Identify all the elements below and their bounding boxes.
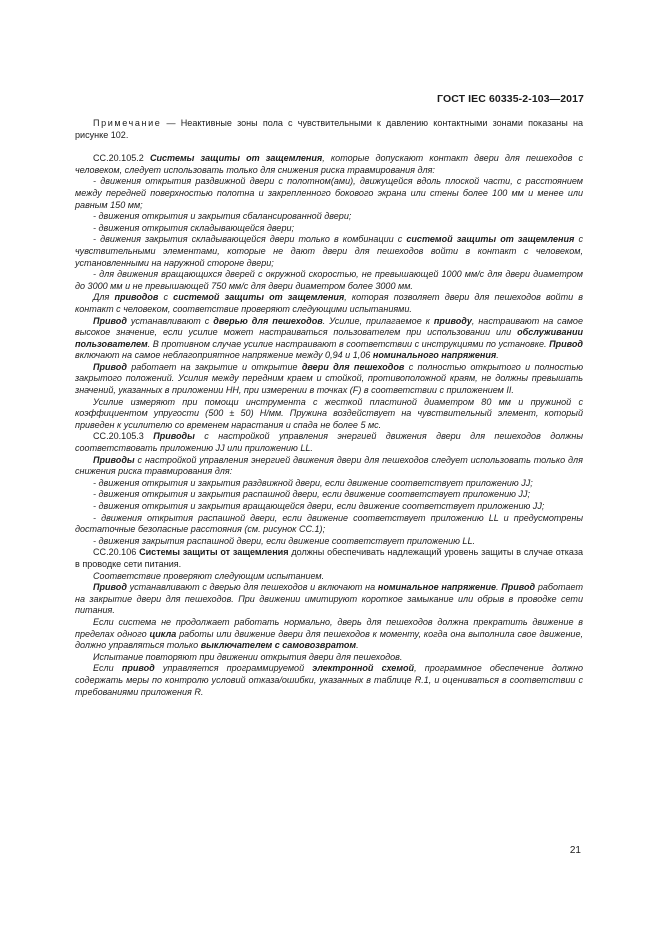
- text-run: CC.20.105.3: [93, 431, 154, 442]
- text-run: Испытание повторяют при движении открытия двери для пешеходов.: [93, 651, 403, 662]
- text-run: — Неактивные зоны пола с чувствительными к давлению контактными зонами показаны на рисунке 102.: [75, 118, 583, 140]
- bold-term: Привод: [549, 338, 583, 349]
- paragraph: [75, 652, 583, 664]
- text-run: .: [356, 640, 359, 651]
- text-run: с: [158, 292, 174, 303]
- clause-cc-20-105-3: [75, 431, 583, 454]
- bold-term: электронной схемой: [312, 663, 415, 674]
- list-item: [75, 176, 583, 211]
- bold-term: приводов: [114, 292, 159, 303]
- text-run: - движения открытия и закрытия распашной двери, если движение соответствует приложению JJ;: [93, 489, 530, 500]
- list-item: [75, 489, 583, 501]
- text-run: - движения открытия и закрытия сбалансированной двери;: [93, 211, 352, 222]
- text-run: Усилие измеряют при помощи инструмента с жесткой пластиной диаметром 80 мм и пружиной с коэффициентом упругости (500 ± 50) Н/мм. Пружина воздействует на чувствительный элемент, который приведен к усилителю со временем нарастания и спада не более 5 мс.: [75, 396, 583, 430]
- list-item: [75, 536, 583, 548]
- text-run: .: [496, 350, 499, 361]
- text-run: управляется программируемой: [154, 663, 313, 674]
- bold-term: Привод: [501, 582, 536, 593]
- clause-cc-20-105-2: [75, 153, 583, 176]
- text-run: . В противном случае усилие настраивают в соответствии с инструкциями по установке.: [147, 338, 550, 349]
- bold-term: Приводы: [153, 431, 195, 442]
- list-item: [75, 211, 583, 223]
- text-run: Для: [93, 292, 115, 303]
- paragraph: [75, 571, 583, 583]
- text-run: - движения открытия и закрытия раздвижной двери, если движение соответствует приложению JJ;: [93, 477, 533, 488]
- paragraph: [75, 362, 583, 397]
- text-run: Если система не продолжает работать нормально, дверь для пешеходов должна прекратить движение в пределах одного: [75, 616, 583, 639]
- document-body: [75, 118, 583, 698]
- bold-term: двери для пешеходов: [301, 361, 405, 372]
- note-paragraph: [75, 118, 583, 141]
- list-item: [75, 513, 583, 536]
- bold-term: номинальное напряжение: [377, 582, 496, 593]
- bold-term: Привод: [93, 315, 127, 326]
- text-run: с настройкой управления энергией движения двери для пешеходов следует использовать только для снижения риска травмирования для:: [75, 454, 583, 477]
- text-run: с полностью открытого и полностью закрытого положений. Усилия между передним краем и стойкой, противоположной краям, не должны превышать значений, указанных в приложении НН, при измерении в точках (F) в соответствии с приложением II.: [75, 361, 584, 396]
- text-run: работает на закрытие двери для пешеходов. При движении имитируют короткое замыкание или обрыв в проводке сети питания.: [75, 582, 583, 616]
- list-item: [75, 501, 583, 513]
- note-label: Примечание: [93, 118, 162, 128]
- text-run: Соответствие проверяют следующим испытанием.: [93, 570, 325, 581]
- clause-cc-20-106: [75, 547, 583, 570]
- standard-header: ГОСТ IEC 60335-2-103—2017: [437, 93, 584, 105]
- bold-term: Системы защиты от защемления: [149, 153, 323, 164]
- paragraph: [75, 617, 583, 652]
- text-run: - движения открытия раздвижной двери с полотном(ами), движущейся вдоль плоской части, с расстоянием между передней поверхностью полотна и закрепленного бокового экрана или стены более 100 мм и менее или равным 150 мм;: [75, 176, 583, 210]
- text-run: - движения открытия складывающейся двери;: [93, 222, 295, 233]
- text-run: , настраивают на самое высокое значение, если усилие может настраиваться пользователем при использовании или: [75, 315, 583, 338]
- bold-term: Системы защиты от защемления: [139, 547, 289, 558]
- text-run: , которые допускают контакт двери для пешеходов с человеком, следует использовать только для снижения риска травмирования для:: [75, 153, 583, 175]
- text-run: работает на закрытие и открытие: [126, 361, 302, 372]
- text-run: .: [496, 582, 502, 593]
- bold-term: цикла: [149, 628, 177, 639]
- bold-term: выключателем с самовозвратом: [200, 640, 357, 651]
- bold-term: системой защиты от защемления: [406, 234, 575, 245]
- text-run: - движения открытия распашной двери, если движение соответствует приложению LL и предусмотрены достаточные безопасные расстояния (см. рисунок CC.1);: [75, 512, 583, 535]
- text-run: - для движения вращающихся дверей с окружной скоростью, не превышающей 1000 мм/с для двери диаметром до 3000 мм и не превышающей 750 мм/с для двери диаметром более 3000 мм.: [75, 269, 583, 291]
- text-run: работы или движение двери для пешеходов к моменту, когда она выполнила свое движение, должно управляться только: [75, 628, 583, 651]
- bold-term: обслуживании пользователем: [75, 327, 583, 349]
- text-run: с настройкой управления энергией движения двери для пешеходов должны соответствовать приложению JJ или приложению LL.: [75, 431, 583, 454]
- text-run: - движения закрытия складывающейся двери только в комбинации с: [93, 234, 407, 245]
- list-item: [75, 269, 583, 292]
- text-run: CC.20.106: [93, 547, 140, 558]
- text-run: должны обеспечивать надлежащий уровень защиты в случае отказа в проводке сети питания.: [75, 547, 584, 569]
- text-run: . Усилие, прилагаемое к: [322, 315, 434, 326]
- list-item: [75, 234, 583, 269]
- bold-term: дверью для пешеходов: [213, 315, 323, 326]
- paragraph: [75, 663, 583, 698]
- text-run: с чувствительными элементами, которые не дают двери для пешеходов войти в контакт с человеком, установленными на наружной стороне двери;: [75, 234, 583, 268]
- text-run: Если: [93, 663, 122, 674]
- text-run: CC.20.105.2: [93, 153, 150, 164]
- bold-term: Привод: [93, 582, 127, 593]
- paragraph: [75, 397, 583, 432]
- paragraph: [75, 455, 583, 478]
- bold-term: Приводы: [93, 454, 135, 465]
- paragraph: [75, 316, 583, 362]
- paragraph: [75, 292, 583, 315]
- text-run: - движения открытия и закрытия вращающейся двери, если движение соответствует приложению JJ;: [93, 501, 545, 511]
- text-run: - движения закрытия распашной двери, если движение соответствует приложению LL.: [93, 535, 476, 546]
- text-run: , программное обеспечение должно содержать меры по контролю условий отказа/ошибки, указанных в таблице R.1, и оцениваться в соответствии с требованиями приложения R.: [75, 663, 583, 697]
- text-run: устанавливают с: [126, 315, 214, 326]
- bold-term: привод: [121, 663, 155, 674]
- text-run: , которая позволяет двери для пешеходов войти в контакт с человеком, соответствие проверяют следующими испытаниями.: [75, 292, 583, 314]
- list-item: [75, 223, 583, 235]
- bold-term: Привод: [93, 361, 127, 372]
- page-number: 21: [569, 845, 581, 856]
- list-item: [75, 478, 583, 490]
- text-run: устанавливают с дверью для пешеходов и включают на: [126, 582, 378, 593]
- bold-term: номинального напряжения: [372, 350, 497, 361]
- bold-term: приводу: [433, 315, 472, 326]
- paragraph: [75, 582, 583, 617]
- bold-term: системой защиты от защемления: [173, 292, 345, 303]
- text-run: включают на самое неблагоприятное напряжение между 0,94 и 1,06: [75, 350, 373, 361]
